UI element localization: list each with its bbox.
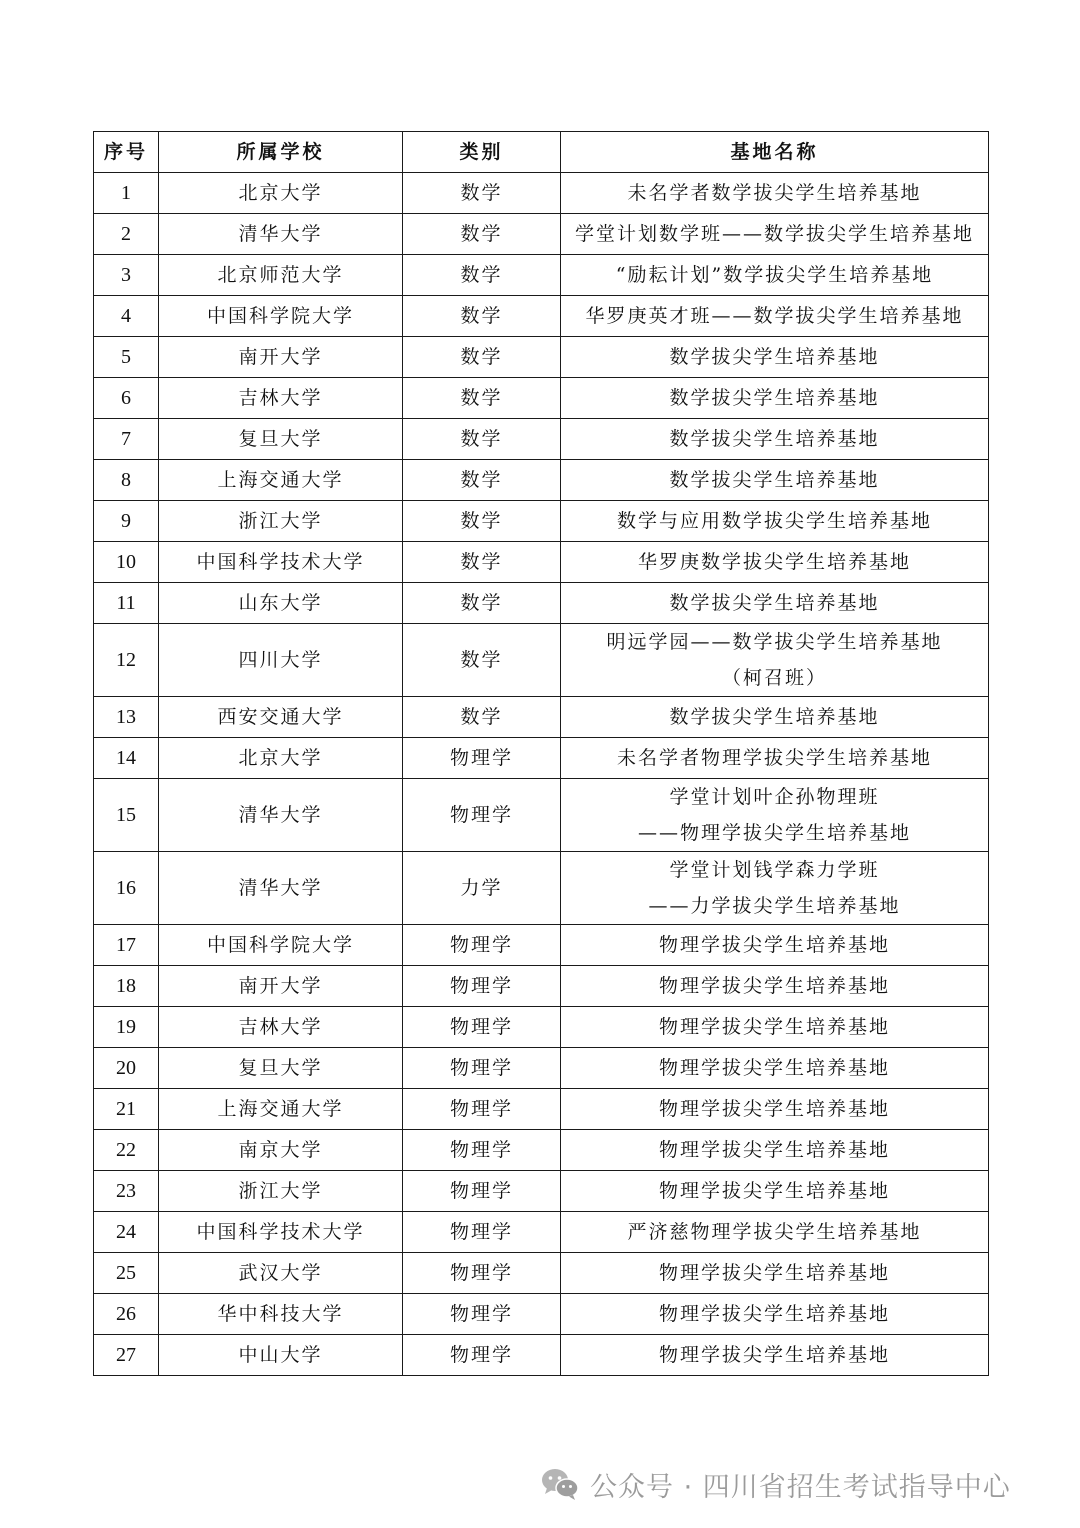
cell-school: 中山大学 xyxy=(159,1335,403,1376)
cell-school: 浙江大学 xyxy=(159,1171,403,1212)
base-name-line: ——物理学拔尖学生培养基地 xyxy=(637,822,911,844)
cell-base-name xyxy=(561,214,989,255)
table-row xyxy=(94,214,989,255)
cell-school: 上海交通大学 xyxy=(159,1089,403,1130)
cell-serial: 4 xyxy=(94,296,159,337)
cell-base-name xyxy=(561,697,989,738)
cell-school: 西安交通大学 xyxy=(159,697,403,738)
watermark xyxy=(540,1462,1011,1506)
wechat-icon xyxy=(540,1467,580,1501)
cell-category: 数学 xyxy=(403,583,561,624)
cell-school: 吉林大学 xyxy=(159,1007,403,1048)
base-name-line: 物理学拔尖学生培养基地 xyxy=(658,1016,890,1038)
cell-category: 物理学 xyxy=(403,966,561,1007)
cell-category: 物理学 xyxy=(403,738,561,779)
table-row xyxy=(94,1294,989,1335)
table-row xyxy=(94,583,989,624)
cell-serial: 11 xyxy=(94,583,159,624)
cell-serial: 7 xyxy=(94,419,159,460)
cell-school: 中国科学技术大学 xyxy=(159,542,403,583)
base-name-line: 数学拔尖学生培养基地 xyxy=(669,469,880,491)
table-row xyxy=(94,1253,989,1294)
cell-base-name xyxy=(561,1253,989,1294)
cell-serial: 15 xyxy=(94,779,159,852)
cell-serial: 27 xyxy=(94,1335,159,1376)
cell-category: 数学 xyxy=(403,337,561,378)
cell-category: 物理学 xyxy=(403,1048,561,1089)
cell-serial: 18 xyxy=(94,966,159,1007)
table-row xyxy=(94,925,989,966)
cell-serial: 5 xyxy=(94,337,159,378)
cell-category: 数学 xyxy=(403,214,561,255)
cell-category: 物理学 xyxy=(403,779,561,852)
cell-serial: 22 xyxy=(94,1130,159,1171)
table-row xyxy=(94,738,989,779)
base-name-line: 学堂计划数学班——数学拔尖学生培养基地 xyxy=(574,223,974,245)
base-name-line: 物理学拔尖学生培养基地 xyxy=(658,1344,890,1366)
cell-school: 南开大学 xyxy=(159,337,403,378)
header-serial: 序号 xyxy=(94,132,159,173)
cell-school: 中国科学技术大学 xyxy=(159,1212,403,1253)
base-name-line: 物理学拔尖学生培养基地 xyxy=(658,1057,890,1079)
cell-base-name xyxy=(561,1294,989,1335)
cell-serial: 14 xyxy=(94,738,159,779)
table-row xyxy=(94,1089,989,1130)
cell-category: 数学 xyxy=(403,542,561,583)
cell-school: 中国科学院大学 xyxy=(159,296,403,337)
base-name-line: 物理学拔尖学生培养基地 xyxy=(658,1180,890,1202)
cell-school: 中国科学院大学 xyxy=(159,925,403,966)
cell-category: 数学 xyxy=(403,419,561,460)
base-name-line: 未名学者数学拔尖学生培养基地 xyxy=(627,182,922,204)
cell-serial: 2 xyxy=(94,214,159,255)
base-name-line: 物理学拔尖学生培养基地 xyxy=(658,1303,890,1325)
cell-base-name xyxy=(561,337,989,378)
cell-category: 物理学 xyxy=(403,1007,561,1048)
cell-school: 南开大学 xyxy=(159,966,403,1007)
table-row xyxy=(94,1007,989,1048)
cell-category: 物理学 xyxy=(403,925,561,966)
cell-school: 南京大学 xyxy=(159,1130,403,1171)
cell-category: 数学 xyxy=(403,697,561,738)
cell-serial: 8 xyxy=(94,460,159,501)
cell-school: 上海交通大学 xyxy=(159,460,403,501)
base-name-line: 物理学拔尖学生培养基地 xyxy=(658,1098,890,1120)
base-name-line: 华罗庚英才班——数学拔尖学生培养基地 xyxy=(585,305,964,327)
cell-serial: 20 xyxy=(94,1048,159,1089)
cell-serial: 26 xyxy=(94,1294,159,1335)
table-row xyxy=(94,337,989,378)
table-row xyxy=(94,378,989,419)
cell-school: 浙江大学 xyxy=(159,501,403,542)
cell-base-name xyxy=(561,1048,989,1089)
cell-school: 北京大学 xyxy=(159,738,403,779)
base-name-line: 物理学拔尖学生培养基地 xyxy=(658,1139,890,1161)
base-name-line: 数学拔尖学生培养基地 xyxy=(669,706,880,728)
cell-category: 物理学 xyxy=(403,1294,561,1335)
cell-base-name xyxy=(561,255,989,296)
cell-category: 数学 xyxy=(403,501,561,542)
cell-base-name xyxy=(561,583,989,624)
cell-serial: 23 xyxy=(94,1171,159,1212)
cell-serial: 21 xyxy=(94,1089,159,1130)
base-name-line: 物理学拔尖学生培养基地 xyxy=(658,934,890,956)
base-name-line: “励耘计划”数学拔尖学生培养基地 xyxy=(615,264,934,286)
cell-school: 北京师范大学 xyxy=(159,255,403,296)
cell-serial: 10 xyxy=(94,542,159,583)
table-row xyxy=(94,501,989,542)
cell-category: 物理学 xyxy=(403,1089,561,1130)
base-name-line: 数学拔尖学生培养基地 xyxy=(669,592,880,614)
table-row xyxy=(94,255,989,296)
cell-serial: 17 xyxy=(94,925,159,966)
cell-base-name xyxy=(561,296,989,337)
table-header-row xyxy=(94,132,989,173)
table-row xyxy=(94,1212,989,1253)
cell-serial: 24 xyxy=(94,1212,159,1253)
cell-base-name xyxy=(561,1089,989,1130)
base-name-line: 数学与应用数学拔尖学生培养基地 xyxy=(616,510,932,532)
base-name-line: 物理学拔尖学生培养基地 xyxy=(658,1262,890,1284)
cell-base-name xyxy=(561,378,989,419)
cell-school: 清华大学 xyxy=(159,779,403,852)
cell-serial: 16 xyxy=(94,852,159,925)
table-body xyxy=(94,173,989,1376)
cell-category: 物理学 xyxy=(403,1171,561,1212)
base-name-line: 明远学园——数学拔尖学生培养基地 xyxy=(606,631,943,653)
cell-school: 华中科技大学 xyxy=(159,1294,403,1335)
cell-category: 数学 xyxy=(403,624,561,697)
cell-base-name xyxy=(561,173,989,214)
cell-school: 吉林大学 xyxy=(159,378,403,419)
table-row xyxy=(94,460,989,501)
base-name-line: 数学拔尖学生培养基地 xyxy=(669,428,880,450)
header-category: 类别 xyxy=(403,132,561,173)
cell-base-name xyxy=(561,925,989,966)
cell-school: 北京大学 xyxy=(159,173,403,214)
header-school: 所属学校 xyxy=(159,132,403,173)
base-name-line: 严济慈物理学拔尖学生培养基地 xyxy=(627,1221,922,1243)
cell-serial: 6 xyxy=(94,378,159,419)
cell-base-name xyxy=(561,1335,989,1376)
cell-category: 数学 xyxy=(403,378,561,419)
table-row xyxy=(94,779,989,852)
cell-serial: 9 xyxy=(94,501,159,542)
cell-school: 清华大学 xyxy=(159,214,403,255)
base-name-line: 数学拔尖学生培养基地 xyxy=(669,346,880,368)
table-row xyxy=(94,1171,989,1212)
base-name-line: 学堂计划钱学森力学班 xyxy=(669,859,880,881)
cell-base-name xyxy=(561,542,989,583)
cell-base-name xyxy=(561,460,989,501)
cell-serial: 19 xyxy=(94,1007,159,1048)
cell-serial: 25 xyxy=(94,1253,159,1294)
cell-category: 数学 xyxy=(403,173,561,214)
table-row xyxy=(94,624,989,697)
cell-school: 山东大学 xyxy=(159,583,403,624)
table-row xyxy=(94,697,989,738)
table-row xyxy=(94,1048,989,1089)
cell-category: 数学 xyxy=(403,460,561,501)
cell-base-name xyxy=(561,624,989,697)
base-name-line: 华罗庚数学拔尖学生培养基地 xyxy=(637,551,911,573)
cell-base-name xyxy=(561,738,989,779)
cell-base-name xyxy=(561,1171,989,1212)
cell-school: 四川大学 xyxy=(159,624,403,697)
cell-school: 武汉大学 xyxy=(159,1253,403,1294)
watermark-text: 公众号 · 四川省招生考试指导中心 xyxy=(590,1471,1011,1503)
cell-category: 物理学 xyxy=(403,1130,561,1171)
cell-base-name xyxy=(561,852,989,925)
cell-base-name xyxy=(561,779,989,852)
cell-base-name xyxy=(561,966,989,1007)
table-row xyxy=(94,966,989,1007)
table-row xyxy=(94,852,989,925)
cell-school: 清华大学 xyxy=(159,852,403,925)
cell-serial: 3 xyxy=(94,255,159,296)
cell-category: 数学 xyxy=(403,296,561,337)
cell-base-name xyxy=(561,501,989,542)
table-row xyxy=(94,419,989,460)
header-base-name: 基地名称 xyxy=(561,132,989,173)
cell-base-name xyxy=(561,1130,989,1171)
cell-category: 数学 xyxy=(403,255,561,296)
cell-serial: 1 xyxy=(94,173,159,214)
table-row xyxy=(94,542,989,583)
base-name-line: 未名学者物理学拔尖学生培养基地 xyxy=(616,747,932,769)
cell-school: 复旦大学 xyxy=(159,419,403,460)
cell-base-name xyxy=(561,419,989,460)
cell-base-name xyxy=(561,1007,989,1048)
cell-serial: 12 xyxy=(94,624,159,697)
table-row xyxy=(94,173,989,214)
base-name-line: 物理学拔尖学生培养基地 xyxy=(658,975,890,997)
table-row xyxy=(94,1130,989,1171)
cell-category: 物理学 xyxy=(403,1212,561,1253)
base-name-line: 学堂计划叶企孙物理班 xyxy=(669,786,880,808)
cell-category: 物理学 xyxy=(403,1253,561,1294)
base-name-line: （柯召班） xyxy=(721,667,827,689)
cell-school: 复旦大学 xyxy=(159,1048,403,1089)
base-name-line: ——力学拔尖学生培养基地 xyxy=(648,895,901,917)
table-row xyxy=(94,296,989,337)
bases-table xyxy=(93,131,989,1376)
cell-category: 物理学 xyxy=(403,1335,561,1376)
cell-base-name xyxy=(561,1212,989,1253)
cell-category: 力学 xyxy=(403,852,561,925)
base-name-line: 数学拔尖学生培养基地 xyxy=(669,387,880,409)
table-row xyxy=(94,1335,989,1376)
cell-serial: 13 xyxy=(94,697,159,738)
